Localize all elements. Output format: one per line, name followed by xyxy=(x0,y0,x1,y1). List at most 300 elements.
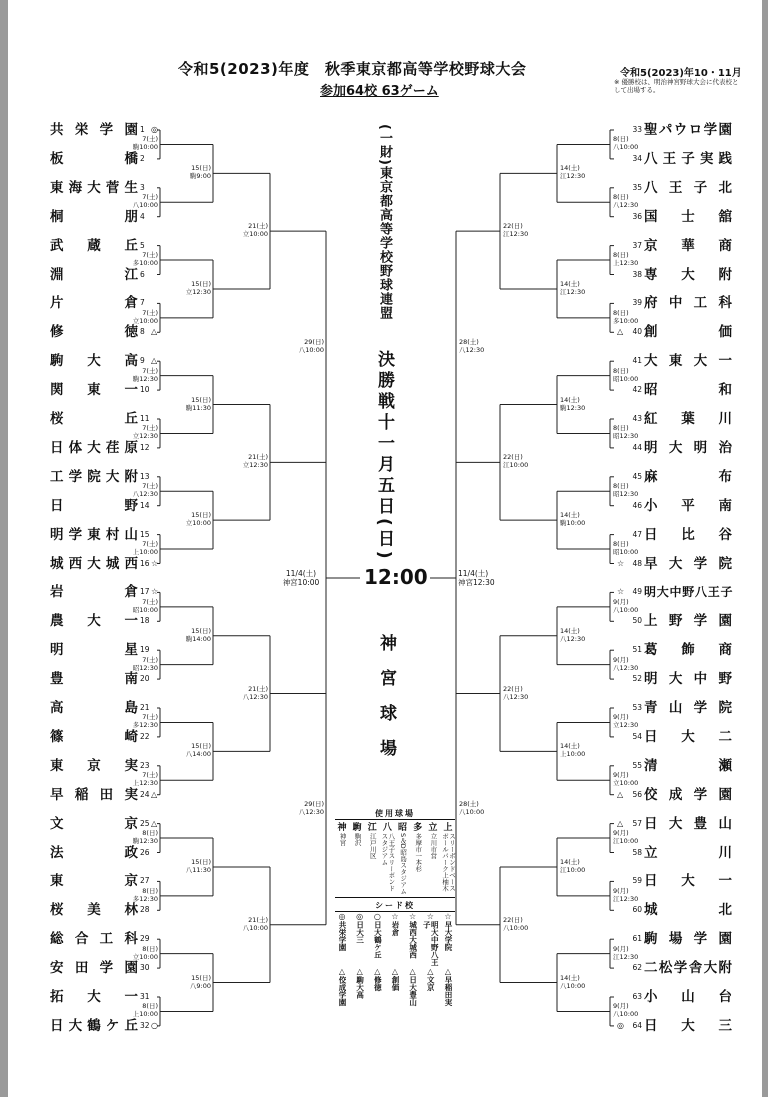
team-name-right: 立川 xyxy=(644,844,732,861)
match-label-left-date: 21(土) xyxy=(248,915,268,924)
match-label-right xyxy=(613,887,638,903)
seed-number: 59 xyxy=(632,876,642,886)
team-name-left: 関東一 xyxy=(50,382,138,399)
match-label-right-date: 22(日) xyxy=(503,222,523,231)
match-label-right-date: 8(日) xyxy=(613,540,629,549)
match-label-right xyxy=(613,598,638,614)
organizer-name: (一財)東京都高等学校野球連盟 xyxy=(377,124,392,320)
seed-number: 34 xyxy=(632,153,642,163)
venue-full-name: 神宮 xyxy=(338,833,347,846)
match-label-left xyxy=(124,829,158,845)
match-label-left-date: 8(日) xyxy=(142,944,158,953)
match-label-left xyxy=(177,511,211,527)
team-name-left: 片倉 xyxy=(50,295,138,312)
team-name-left: 工学院大附 xyxy=(50,468,138,485)
semi-left-venue: 神宮10:00 xyxy=(282,578,320,587)
seed-symbol: ☆ xyxy=(409,912,417,921)
team-name-left: 日大鶴ケ丘 xyxy=(50,1017,138,1034)
match-label-left-time: 昭10:00 xyxy=(132,605,158,614)
match-label-right-time: 八10:00 xyxy=(459,808,485,817)
seed-number: 28 xyxy=(140,905,150,915)
team-name-left: 淵江 xyxy=(50,266,138,283)
semi-left-label xyxy=(278,569,324,587)
match-label-left-time: 八10:00 xyxy=(132,201,158,210)
seed-number: 46 xyxy=(632,500,642,510)
seed-pair xyxy=(335,912,349,1022)
match-label-right-time: 多10:00 xyxy=(613,316,639,325)
match-label-right-time: 駒10:00 xyxy=(560,519,586,528)
seed-symbol: △ xyxy=(391,967,399,976)
match-label-right-time: 八10:00 xyxy=(503,923,529,932)
match-label-left-time: 八9:00 xyxy=(189,981,211,990)
match-label-right xyxy=(560,164,585,180)
match-label-right xyxy=(613,540,638,556)
venue-item xyxy=(365,820,379,897)
match-label-right-time: 八10:00 xyxy=(613,605,639,614)
seed-number: 37 xyxy=(632,240,642,250)
seed-pair xyxy=(370,912,384,1022)
seed-pair xyxy=(388,912,402,1022)
match-label-left-date: 7(土) xyxy=(142,597,158,606)
team-name-right: 駒場学園 xyxy=(644,931,732,948)
match-label-left-time: 駒12:30 xyxy=(132,374,158,383)
seed-number: 6 xyxy=(140,269,145,279)
match-label-right-date: 9(月) xyxy=(613,829,629,838)
match-label-left-date: 15(日) xyxy=(191,973,211,982)
match-label-right xyxy=(613,945,638,961)
seed-pair xyxy=(353,912,367,1022)
venue-item xyxy=(380,820,394,897)
match-label-left-time: 上12:30 xyxy=(132,779,158,788)
match-label-right xyxy=(503,685,528,701)
match-label-right-date: 8(日) xyxy=(613,424,629,433)
team-name-right: 麻布 xyxy=(644,468,732,485)
seed-mark: ◎ xyxy=(151,125,158,134)
match-label-left xyxy=(177,742,211,758)
team-name-left: 農大一 xyxy=(50,613,138,630)
seed-mark: △ xyxy=(151,818,158,828)
match-label-right-time: 江12:30 xyxy=(560,287,586,296)
match-label-left xyxy=(124,135,158,151)
match-label-left xyxy=(177,858,211,874)
venue-legend xyxy=(335,808,455,1022)
match-label-left xyxy=(124,1002,158,1018)
match-label-left xyxy=(124,656,158,672)
seed-symbol: ◎ xyxy=(338,912,346,921)
seed-number: 20 xyxy=(140,674,150,684)
match-label-right-date: 9(月) xyxy=(613,713,629,722)
tournament-period: 令和5(2023)年10・11月 xyxy=(620,68,742,79)
seed-number: 32 xyxy=(140,1020,150,1030)
match-label-left xyxy=(124,771,158,787)
match-label-left xyxy=(177,974,211,990)
seed-number: 3 xyxy=(140,182,145,192)
venue-full-name: 江戸川区 xyxy=(368,833,377,859)
match-label-right-time: 江12:30 xyxy=(560,172,586,181)
seed-pair xyxy=(441,912,455,1022)
match-label-right-date: 9(月) xyxy=(613,597,629,606)
venue-abbr: 神 xyxy=(337,823,347,833)
team-name-right: 日比谷 xyxy=(644,526,732,543)
match-label-left-time: 多12:30 xyxy=(132,894,158,903)
venue-columns xyxy=(335,820,455,898)
match-label-right-time: 八10:00 xyxy=(613,1010,639,1019)
team-name-right: 清瀬 xyxy=(644,757,732,774)
seed-mark: ☆ xyxy=(617,558,625,568)
seed-number: 60 xyxy=(632,905,642,915)
seed-number: 21 xyxy=(140,703,150,712)
seed-number: 13 xyxy=(140,471,150,481)
team-name-left: 高島 xyxy=(50,700,138,716)
match-label-left xyxy=(124,482,158,498)
match-label-left-date: 15(日) xyxy=(191,626,211,635)
team-name-left: 板橋 xyxy=(50,150,138,167)
seed-symbol: △ xyxy=(409,967,416,976)
match-label-left-date: 7(土) xyxy=(142,424,158,433)
venue-full-name: 立川市営 xyxy=(429,833,438,859)
match-label-right-date: 9(月) xyxy=(613,944,629,953)
seed-number: 11 xyxy=(140,414,150,423)
match-label-right-time: 江10:00 xyxy=(560,865,586,874)
match-label-left xyxy=(124,887,158,903)
team-name-left: 修徳 xyxy=(50,324,138,341)
match-label-right-date: 8(日) xyxy=(613,193,629,202)
match-label-left-date: 15(日) xyxy=(191,742,211,751)
match-label-right-date: 14(土) xyxy=(560,279,580,288)
match-label-right-date: 22(日) xyxy=(503,915,523,924)
match-label-left-date: 21(土) xyxy=(248,222,268,231)
seed-number: 57 xyxy=(632,818,642,828)
seed-number: 61 xyxy=(632,934,642,944)
match-label-left-date: 7(土) xyxy=(142,713,158,722)
team-name-left: 桐朋 xyxy=(50,208,138,225)
seed-number: 18 xyxy=(140,616,150,626)
seed-mark: △ xyxy=(151,356,158,366)
final-time: 12:00 xyxy=(364,565,428,589)
seed-team: 共栄学園 xyxy=(338,921,347,951)
match-label-right-date: 8(日) xyxy=(613,366,629,375)
semi-right-label xyxy=(458,569,504,587)
final-venue: 神宮球場 xyxy=(376,634,396,774)
team-name-right: 聖パウロ学園 xyxy=(644,122,732,138)
seed-number: 16 xyxy=(140,558,150,568)
seed-number: 38 xyxy=(632,269,642,279)
match-label-left-date: 21(土) xyxy=(248,684,268,693)
venue-full-name: 八王子スリーボンドスタジアム xyxy=(380,833,396,892)
match-label-right xyxy=(613,713,638,729)
team-name-left: 早稲田実 xyxy=(50,786,138,803)
match-label-right-time: 上10:00 xyxy=(560,750,586,759)
seed-number: 45 xyxy=(632,471,642,481)
match-label-right-date: 14(土) xyxy=(560,973,580,982)
seed-symbol: ☆ xyxy=(426,912,434,921)
match-label-right xyxy=(613,135,638,151)
seed-number: 35 xyxy=(632,182,642,192)
seed-number: 14 xyxy=(140,500,150,510)
seed-number: 31 xyxy=(140,992,150,1001)
seed-team: 日大鶴ケ丘 xyxy=(373,921,383,959)
match-label-right-time: 立12:30 xyxy=(613,721,639,730)
page-subtitle: 参加64校 63ゲーム xyxy=(320,84,439,99)
match-label-right xyxy=(613,829,638,845)
match-label-right-time: 八12:30 xyxy=(613,663,639,672)
match-label-left xyxy=(124,598,158,614)
team-name-right: 八王子北 xyxy=(644,179,732,196)
seed-symbol: △ xyxy=(444,967,452,976)
team-name-right: 国士舘 xyxy=(644,208,732,225)
match-label-right xyxy=(613,309,638,325)
match-label-right-time: 江12:30 xyxy=(613,952,639,961)
seed-mark: ◎ xyxy=(617,1020,624,1030)
seed-symbol: ☆ xyxy=(444,912,452,921)
match-label-left xyxy=(234,453,268,469)
team-name-left: 駒大高 xyxy=(50,353,138,370)
seed-team: 明大中野八王子 xyxy=(422,921,440,966)
match-label-right xyxy=(613,367,638,383)
venue-abbr: 多 xyxy=(413,823,423,833)
match-label-left-date: 7(土) xyxy=(142,308,158,317)
seed-number: 2 xyxy=(140,153,145,163)
team-name-right: 昭和 xyxy=(644,382,732,399)
seed-number: 36 xyxy=(632,211,642,221)
venue-full-name: スリーボンドベースボールパーク上柚木 xyxy=(440,833,456,892)
seed-team: 駒大高 xyxy=(355,976,365,999)
seed-team: 早大学院 xyxy=(443,921,453,951)
team-name-left: 篠崎 xyxy=(50,728,138,745)
team-name-right: 日大二 xyxy=(644,728,732,745)
team-name-left: 文京 xyxy=(50,815,138,832)
seed-symbol: ○ xyxy=(373,912,381,921)
match-label-right-time: 八12:30 xyxy=(560,634,586,643)
seed-symbol: ☆ xyxy=(391,912,399,921)
venue-abbr: 昭 xyxy=(398,823,408,833)
team-name-right: 府中工科 xyxy=(644,295,732,312)
seed-number: 43 xyxy=(632,414,642,423)
match-label-right-time: 八12:30 xyxy=(459,345,485,354)
seed-team: 文京 xyxy=(426,976,436,991)
seed-number: 15 xyxy=(140,529,150,539)
venue-item xyxy=(441,820,455,897)
seed-number: 55 xyxy=(632,760,642,770)
team-name-left: 明学東村山 xyxy=(50,526,138,543)
match-label-right-time: 江12:30 xyxy=(613,894,639,903)
match-label-right-date: 14(土) xyxy=(560,742,580,751)
venue-abbr: 八 xyxy=(382,823,392,833)
seed-number: 56 xyxy=(632,789,642,799)
seed-legend-header: シード校 xyxy=(335,900,455,912)
match-label-left xyxy=(124,945,158,961)
match-label-right xyxy=(613,656,638,672)
team-name-right: 葛飾商 xyxy=(644,642,732,659)
seed-number: 17 xyxy=(140,587,150,597)
team-name-right: 明大中野 xyxy=(644,671,732,688)
match-label-left-time: 立12:30 xyxy=(132,432,158,441)
match-label-left xyxy=(177,396,211,412)
match-label-left-date: 7(土) xyxy=(142,193,158,202)
match-label-right-date: 9(月) xyxy=(613,886,629,895)
seed-number: 53 xyxy=(632,703,642,712)
match-label-left xyxy=(234,916,268,932)
seed-symbol: △ xyxy=(356,967,363,976)
seed-number: 51 xyxy=(632,645,642,655)
team-name-left: 桜丘 xyxy=(50,411,138,427)
seed-number: 27 xyxy=(140,876,150,886)
match-label-left-time: 上10:00 xyxy=(132,1010,158,1019)
match-label-right-time: 上12:30 xyxy=(613,259,639,268)
team-name-right: 日大一 xyxy=(644,873,732,890)
venue-item xyxy=(426,820,440,897)
match-label-right-date: 8(日) xyxy=(613,308,629,317)
team-name-left: 桜美林 xyxy=(50,902,138,919)
match-label-right-time: 昭12:30 xyxy=(613,432,639,441)
team-name-left: 法政 xyxy=(50,844,138,861)
seed-columns xyxy=(335,912,455,1022)
seed-team: 創価 xyxy=(390,976,400,991)
venue-abbr: 駒 xyxy=(352,823,362,833)
team-name-right: 明大明治 xyxy=(644,439,732,456)
match-label-left-date: 7(土) xyxy=(142,540,158,549)
match-label-right xyxy=(459,800,484,816)
team-name-right: 大東大一 xyxy=(644,353,732,370)
seed-pair xyxy=(422,912,440,1022)
match-label-left-date: 8(日) xyxy=(142,886,158,895)
seed-number: 23 xyxy=(140,760,150,770)
team-name-left: 共栄学園 xyxy=(50,122,138,138)
match-label-right xyxy=(613,424,638,440)
match-label-right xyxy=(560,858,585,874)
team-name-right: 明大中野八王子 xyxy=(644,585,732,600)
team-name-left: 豊南 xyxy=(50,671,138,688)
team-name-right: 小山台 xyxy=(644,989,732,1005)
match-label-left xyxy=(177,164,211,180)
seed-mark: △ xyxy=(617,818,624,828)
seed-number: 8 xyxy=(140,327,145,337)
match-label-left-date: 7(土) xyxy=(142,771,158,780)
match-label-right xyxy=(613,482,638,498)
match-label-right xyxy=(613,1002,638,1018)
seed-mark: △ xyxy=(617,327,624,337)
team-name-right: 創価 xyxy=(644,324,732,341)
team-name-left: 明星 xyxy=(50,642,138,659)
match-label-left-time: 立10:00 xyxy=(185,519,211,528)
match-label-right xyxy=(560,396,585,412)
venue-full-name: 駒沢 xyxy=(353,833,362,846)
team-name-right: 二松学舎大附 xyxy=(644,960,732,977)
match-label-left-time: 駒12:30 xyxy=(132,837,158,846)
team-name-right: 城北 xyxy=(644,902,732,919)
seed-number: 48 xyxy=(632,558,642,568)
seed-number: 5 xyxy=(140,240,145,250)
match-label-left-time: 駒9:00 xyxy=(189,172,211,181)
seed-number: 4 xyxy=(140,211,145,221)
match-label-left-time: 立12:30 xyxy=(185,287,211,296)
match-label-right xyxy=(503,222,528,238)
seed-symbol: △ xyxy=(427,967,434,976)
seed-number: 50 xyxy=(632,616,642,626)
match-label-right xyxy=(560,511,585,527)
match-label-left-time: 八10:00 xyxy=(298,345,324,354)
seed-number: 54 xyxy=(632,731,642,741)
semi-right-venue: 神宮12:30 xyxy=(458,578,495,587)
team-name-left: 安田学園 xyxy=(50,960,138,977)
seed-number: 64 xyxy=(632,1020,642,1030)
match-label-left xyxy=(290,800,324,816)
match-label-left xyxy=(124,251,158,267)
match-label-left-time: 立12:30 xyxy=(242,461,268,470)
team-name-left: 総合工科 xyxy=(50,931,138,948)
match-label-left-time: 立10:00 xyxy=(242,230,268,239)
team-name-right: 専大附 xyxy=(644,266,732,283)
match-label-left-date: 7(土) xyxy=(142,135,158,144)
team-name-left: 日野 xyxy=(50,497,138,514)
match-label-right-time: 八12:30 xyxy=(613,201,639,210)
match-label-right-date: 28(土) xyxy=(459,800,479,809)
venue-full-name: 多摩市一本杉 xyxy=(414,833,423,872)
match-label-left xyxy=(124,540,158,556)
seed-team: 早稲田実 xyxy=(443,976,453,1006)
match-label-right xyxy=(560,974,585,990)
match-label-right-date: 8(日) xyxy=(613,482,629,491)
seed-team: 日大豊山 xyxy=(408,976,418,1006)
team-name-right: 京華商 xyxy=(644,237,732,254)
match-label-right xyxy=(503,916,528,932)
seed-number: 7 xyxy=(140,298,145,308)
match-label-left-date: 15(日) xyxy=(191,279,211,288)
match-label-right-date: 14(土) xyxy=(560,511,580,520)
semi-right-date: 11/4(土) xyxy=(458,569,489,578)
match-label-left-time: 八14:00 xyxy=(185,750,211,759)
match-label-right xyxy=(613,771,638,787)
match-label-right-date: 8(日) xyxy=(613,135,629,144)
match-label-right-time: 駒12:30 xyxy=(560,403,586,412)
venue-item xyxy=(350,820,364,897)
match-label-right-date: 14(土) xyxy=(560,857,580,866)
seed-mark: ☆ xyxy=(617,587,625,597)
team-name-right: 上野学園 xyxy=(644,613,732,630)
seed-symbol: △ xyxy=(374,967,381,976)
match-label-right-time: 江10:00 xyxy=(503,461,529,470)
match-label-right-time: 八10:00 xyxy=(613,143,639,152)
match-label-left-date: 29(日) xyxy=(304,337,324,346)
match-label-left-date: 7(土) xyxy=(142,655,158,664)
seed-number: 62 xyxy=(632,963,642,973)
match-label-left-date: 15(日) xyxy=(191,395,211,404)
match-label-right-date: 14(土) xyxy=(560,626,580,635)
match-label-left-date: 15(日) xyxy=(191,511,211,520)
match-label-left-time: 駒10:00 xyxy=(132,143,158,152)
match-label-left-date: 15(日) xyxy=(191,164,211,173)
seed-number: 58 xyxy=(632,847,642,857)
match-label-left-time: 八10:00 xyxy=(242,923,268,932)
team-name-left: 東海大菅生 xyxy=(50,179,138,196)
match-label-left xyxy=(124,309,158,325)
match-label-right-date: 22(日) xyxy=(503,453,523,462)
match-label-left xyxy=(124,193,158,209)
match-label-right-time: 昭12:30 xyxy=(613,490,639,499)
seed-number: 29 xyxy=(140,934,150,944)
seed-mark: ☆ xyxy=(151,587,159,597)
seed-number: 52 xyxy=(632,674,642,684)
team-name-left: 日体大荏原 xyxy=(50,439,138,456)
seed-mark: △ xyxy=(151,789,158,799)
seed-team: 日大三 xyxy=(355,921,365,944)
seed-number: 63 xyxy=(632,992,642,1001)
match-label-right-date: 14(土) xyxy=(560,395,580,404)
match-label-left xyxy=(177,280,211,296)
match-label-left-time: 多12:30 xyxy=(132,721,158,730)
match-label-left-date: 21(土) xyxy=(248,453,268,462)
team-name-right: 早大学院 xyxy=(644,555,732,572)
